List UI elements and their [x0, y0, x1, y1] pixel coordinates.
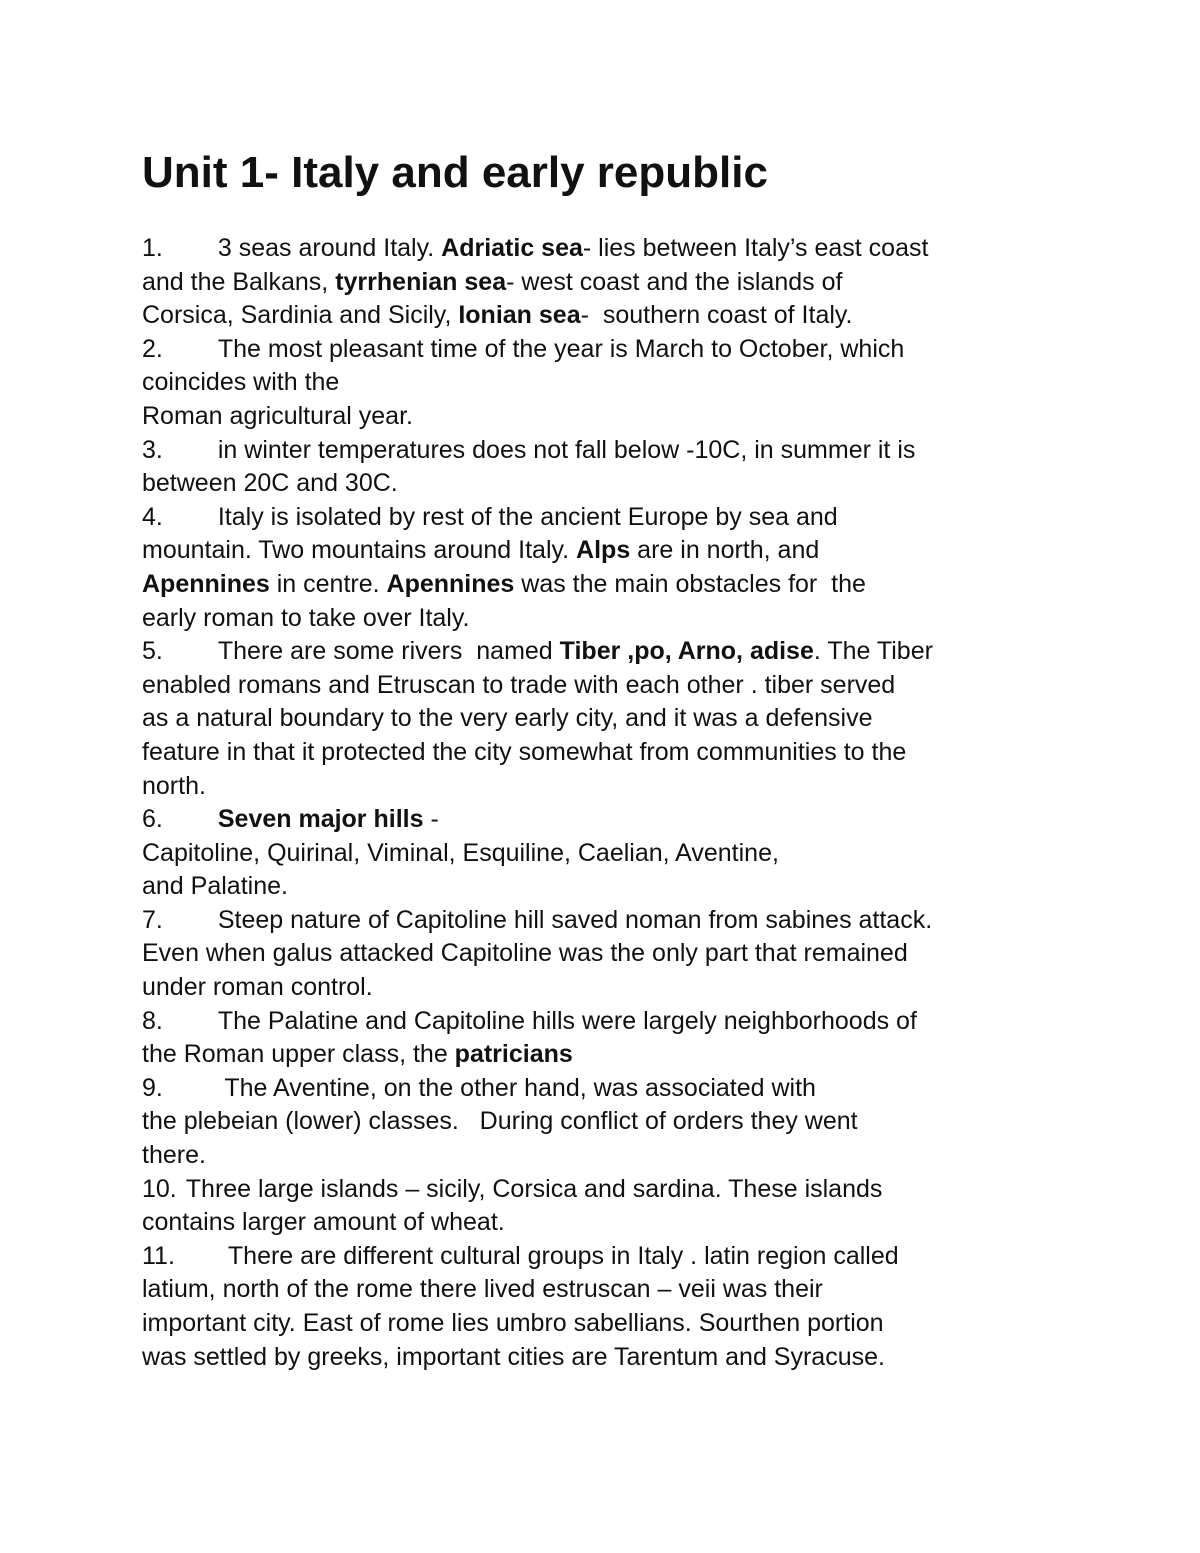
- bold-term: Apennines: [386, 569, 515, 598]
- text-line: [142, 1105, 1082, 1139]
- text-line: [142, 1273, 1082, 1307]
- text-segment: there.: [142, 1141, 206, 1170]
- text-line: [142, 1038, 1082, 1072]
- text-segment: Roman agricultural year.: [142, 401, 413, 430]
- text-line: [142, 400, 1082, 434]
- list-number: 8.: [142, 1006, 163, 1035]
- bold-term: Adriatic sea: [441, 234, 583, 262]
- text-line: [142, 904, 1082, 938]
- text-segment: 3 seas around Italy.: [217, 234, 442, 262]
- text-line: [142, 635, 1082, 669]
- list-number: 4.: [142, 502, 163, 531]
- text-segment: contains larger amount of wheat.: [142, 1208, 505, 1237]
- text-line: [142, 1307, 1082, 1341]
- text-segment: There are different cultural groups in Italy . latin region called: [227, 1241, 899, 1270]
- bold-term: Ionian sea: [458, 301, 581, 330]
- text-line: [142, 770, 1082, 804]
- text-line: [142, 971, 1082, 1005]
- text-segment: Capitoline, Quirinal, Viminal, Esquiline, Caelian, Aventine,: [142, 838, 779, 867]
- text-segment: - west coast and the islands of: [506, 267, 843, 296]
- text-segment: latium, north of the rome there lived estruscan – veii was their: [142, 1275, 823, 1304]
- bold-term: tyrrhenian sea: [335, 267, 507, 296]
- bold-term: Apennines: [142, 569, 270, 598]
- text-line: [142, 870, 1082, 904]
- bold-term: Seven major hills: [217, 805, 424, 834]
- text-segment: as a natural boundary to the very early city, and it was a defensive: [142, 704, 873, 733]
- list-number: 5.: [142, 637, 163, 666]
- text-segment: . The Tiber: [813, 637, 933, 666]
- text-line: [142, 333, 1082, 367]
- text-line: [142, 736, 1082, 770]
- text-line: [142, 1005, 1082, 1039]
- bold-term: Alps: [576, 536, 631, 565]
- text-line: [142, 232, 1082, 266]
- text-segment: coincides with the: [142, 368, 340, 397]
- text-segment: The most pleasant time of the year is March to October, which: [217, 334, 905, 363]
- text-line: [142, 937, 1082, 971]
- page-title: Unit 1- Italy and early republic: [142, 148, 768, 197]
- document-body: [142, 232, 1082, 1374]
- text-segment: There are some rivers named: [217, 637, 560, 666]
- text-line: [142, 602, 1082, 636]
- text-segment: -: [423, 805, 439, 834]
- text-segment: are in north, and: [630, 536, 820, 565]
- text-line: [142, 266, 1082, 300]
- text-segment: Three large islands – sicily, Corsica and sardina. These islands: [185, 1174, 883, 1203]
- list-number: 7.: [142, 905, 163, 934]
- text-segment: north.: [142, 771, 206, 800]
- text-line: [142, 1341, 1082, 1375]
- text-line: [142, 1240, 1082, 1274]
- text-line: [142, 837, 1082, 871]
- bold-term: patricians: [454, 1040, 573, 1069]
- text-line: [142, 1072, 1082, 1106]
- text-segment: - southern coast of Italy.: [580, 301, 853, 330]
- text-line: [142, 669, 1082, 703]
- list-number: 6.: [142, 805, 163, 834]
- text-segment: The Palatine and Capitoline hills were largely neighborhoods of: [217, 1006, 917, 1035]
- list-number: 10.: [142, 1174, 177, 1203]
- text-line: [142, 434, 1082, 468]
- text-line: [142, 1173, 1082, 1207]
- text-segment: between 20C and 30C.: [142, 469, 398, 498]
- text-line: [142, 366, 1082, 400]
- text-segment: early roman to take over Italy.: [142, 603, 470, 632]
- text-segment: under roman control.: [142, 973, 373, 1002]
- document-content: [142, 145, 1082, 1374]
- text-segment: enabled romans and Etruscan to trade with each other . tiber served: [142, 670, 896, 699]
- text-line: [142, 299, 1082, 333]
- text-line: [142, 702, 1082, 736]
- text-segment: important city. East of rome lies umbro sabellians. Sourthen portion: [142, 1309, 884, 1337]
- list-number: 9.: [142, 1073, 163, 1102]
- list-number: 3.: [142, 435, 163, 464]
- text-segment: Italy is isolated by rest of the ancient Europe by sea and: [217, 502, 838, 531]
- text-line: [142, 1139, 1082, 1173]
- list-number: 11.: [142, 1241, 175, 1270]
- text-segment: in winter temperatures does not fall below -10C, in summer it is: [217, 435, 916, 464]
- text-segment: was settled by greeks, important cities are Tarentum and Syracuse.: [142, 1342, 885, 1371]
- text-segment: - lies between Italy’s east coast: [582, 234, 929, 262]
- text-segment: mountain. Two mountains around Italy.: [142, 536, 577, 565]
- text-segment: Even when galus attacked Capitoline was the only part that remained: [142, 939, 908, 968]
- text-line: [142, 467, 1082, 501]
- text-segment: the plebeian (lower) classes. During conflict of orders they went: [142, 1107, 858, 1136]
- text-segment: in centre.: [269, 569, 387, 598]
- text-segment: was the main obstacles for the: [514, 569, 866, 598]
- text-segment: Corsica, Sardinia and Sicily,: [142, 301, 459, 330]
- text-segment: Steep nature of Capitoline hill saved noman from sabines attack.: [217, 905, 933, 934]
- text-line: [142, 803, 1082, 837]
- list-number: 2.: [142, 334, 163, 363]
- text-line: [142, 534, 1082, 568]
- text-segment: the Roman upper class, the: [142, 1040, 455, 1069]
- text-segment: and the Balkans,: [142, 267, 336, 296]
- text-segment: feature in that it protected the city somewhat from communities to the: [142, 737, 907, 766]
- text-line: [142, 1206, 1082, 1240]
- text-segment: The Aventine, on the other hand, was associated with: [217, 1073, 816, 1102]
- text-segment: and Palatine.: [142, 872, 288, 901]
- bold-term: Tiber ,po, Arno, adise: [559, 637, 814, 666]
- text-line: [142, 501, 1082, 535]
- list-number: 1.: [142, 234, 163, 262]
- text-line: [142, 568, 1082, 602]
